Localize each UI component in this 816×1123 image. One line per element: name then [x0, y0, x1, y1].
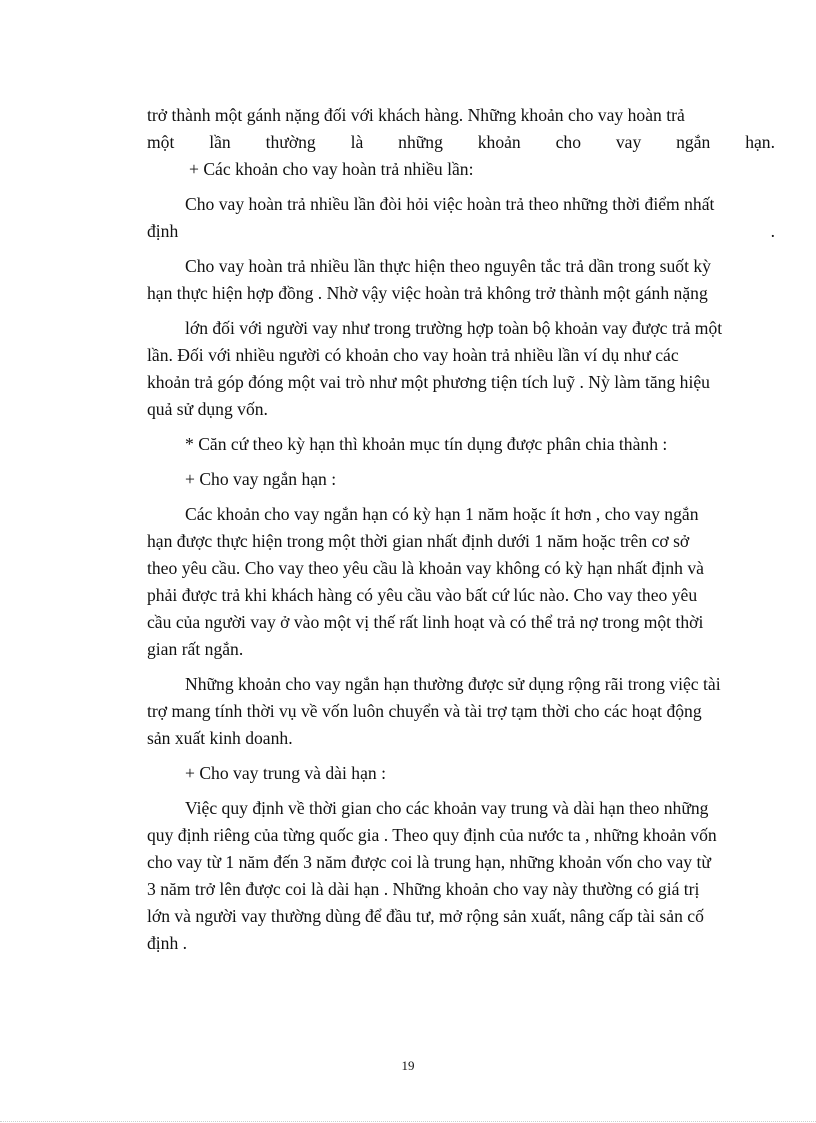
- text-line-justified: [147, 218, 775, 245]
- text-line: 3 năm trở lên được coi là dài hạn . Những khoản cho vay này thường có giá trị: [147, 879, 700, 899]
- text-line: trợ mang tính thời vụ về vốn luôn chuyển và tài trợ tạm thời cho các hoạt động: [147, 701, 702, 721]
- word: lần: [209, 132, 231, 152]
- word: .: [770, 221, 775, 241]
- text-line: cầu của người vay ở vào một vị thế rất linh hoạt và có thể trả nợ trong một thời: [147, 612, 704, 632]
- text-line: Việc quy định về thời gian cho các khoản vay trung và dài hạn theo những: [185, 798, 709, 818]
- page-bottom-divider: [0, 1121, 816, 1122]
- paragraph-10: [147, 760, 775, 787]
- paragraph-4: [147, 253, 775, 307]
- text-line: Những khoản cho vay ngắn hạn thường được sử dụng rộng rãi trong việc tài: [185, 674, 721, 694]
- text-line: hạn thực hiện hợp đồng . Nhờ vậy việc hoàn trả không trở thành một gánh nặng: [147, 283, 708, 303]
- paragraph-5-first-line: [147, 315, 775, 342]
- word: thường: [265, 132, 316, 152]
- text-line: sản xuất kinh doanh.: [147, 728, 293, 748]
- text-line: khoản trả góp đóng một vai trò như một phương tiện tích luỹ . Nỳ làm tăng hiệu: [147, 372, 710, 392]
- word: vay: [615, 132, 642, 152]
- text-line: quy định riêng của từng quốc gia . Theo quy định của nước ta , những khoản vốn: [147, 825, 717, 845]
- paragraph-11: [147, 795, 775, 957]
- text-line: quả sử dụng vốn.: [147, 399, 268, 419]
- document-body: [147, 102, 775, 957]
- word: cho: [555, 132, 581, 152]
- text-line: * Căn cứ theo kỳ hạn thì khoản mục tín dụng được phân chia thành :: [185, 434, 668, 454]
- word: những: [398, 132, 443, 152]
- text-line: trở thành một gánh nặng đối với khách hàng. Những khoản cho vay hoàn trả: [147, 105, 685, 125]
- text-line: + Cho vay ngắn hạn :: [185, 469, 337, 489]
- text-line: hạn được thực hiện trong một thời gian nhất định dưới 1 năm hoặc trên cơ sở: [147, 531, 690, 551]
- text-line: lớn đối với người vay như trong trường hợp toàn bộ khoản vay được trả một: [185, 318, 723, 338]
- paragraph-3: [147, 191, 775, 245]
- paragraph-7: [147, 466, 775, 493]
- text-line: gian rất ngắn.: [147, 639, 244, 659]
- text-line-justified: [147, 129, 775, 156]
- word: một: [147, 132, 175, 152]
- word: hạn.: [745, 132, 775, 152]
- text-line: Cho vay hoàn trả nhiều lần thực hiện theo nguyên tắc trả dần trong suốt kỳ: [185, 256, 711, 276]
- paragraph-2: [147, 156, 775, 183]
- text-line: + Cho vay trung và dài hạn :: [185, 763, 386, 783]
- word: khoản: [477, 132, 521, 152]
- word: định: [147, 221, 179, 241]
- text-line: lần. Đối với nhiều người có khoản cho vay hoàn trả nhiều lần ví dụ như các: [147, 345, 679, 365]
- paragraph-5: [147, 342, 775, 423]
- text-line: lớn và người vay thường dùng để đầu tư, mở rộng sản xuất, nâng cấp tài sản cố: [147, 906, 704, 926]
- text-line: định .: [147, 933, 188, 953]
- paragraph-6: [147, 431, 775, 458]
- text-line: phải được trả khi khách hàng có yêu cầu vào bất cứ lúc nào. Cho vay theo yêu: [147, 585, 698, 605]
- text-line: + Các khoản cho vay hoàn trả nhiều lần:: [189, 159, 474, 179]
- word: là: [350, 132, 364, 152]
- paragraph-9: [147, 671, 775, 752]
- text-line: theo yêu cầu. Cho vay theo yêu cầu là khoản vay không có kỳ hạn nhất định và: [147, 558, 704, 578]
- paragraph-1: [147, 102, 775, 156]
- text-line: Các khoản cho vay ngắn hạn có kỳ hạn 1 năm hoặc ít hơn , cho vay ngắn: [185, 504, 699, 524]
- word: ngắn: [676, 132, 711, 152]
- page-number: 19: [401, 1058, 415, 1073]
- text-line: cho vay từ 1 năm đến 3 năm được coi là trung hạn, những khoản vốn cho vay từ: [147, 852, 711, 872]
- text-line: Cho vay hoàn trả nhiều lần đòi hỏi việc hoàn trả theo những thời điểm nhất: [185, 194, 715, 214]
- paragraph-8: [147, 501, 775, 663]
